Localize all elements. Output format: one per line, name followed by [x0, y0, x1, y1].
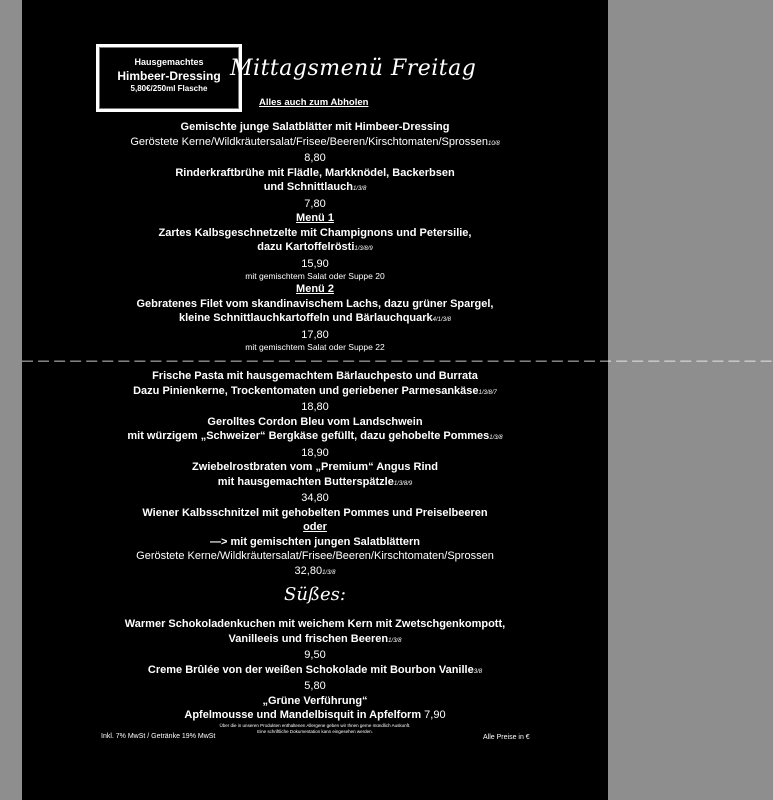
schnitzel-allergens: 1/3/8 — [322, 569, 336, 576]
salad-allergens: 10/8 — [487, 140, 500, 147]
salad-price: 8,80 — [304, 152, 326, 164]
cordon-price: 18,90 — [301, 446, 329, 459]
gruen-line-2: Apfelmousse und Mandelbisquit in Apfelform — [184, 709, 422, 721]
schnitzel-price: 32,80 — [294, 564, 323, 577]
creme-price: 5,80 — [304, 680, 326, 692]
salad-title: Gemischte junge Salatblätter mit Himbeer-Dressing — [180, 121, 450, 133]
pasta-line-2: Dazu Pinienkerne, Trockentomaten und geriebener Parmesankäse — [133, 384, 479, 397]
menu-title: Mittagsmenü Freitag — [230, 56, 477, 81]
menu1-price: 15,90 — [301, 257, 329, 270]
schnitzel-line-1: Wiener Kalbsschnitzel mit gehobelten Pommes und Preiselbeeren — [142, 506, 488, 519]
soup-line-2: und Schnittlauch — [263, 181, 353, 193]
schnitzel-line-2: —> mit gemischten jungen Salatblättern — [210, 535, 420, 548]
sweets-heading: Süßes: — [284, 584, 346, 605]
cake-price: 9,50 — [304, 649, 326, 661]
menu-items — [22, 120, 773, 735]
schnitzel-price-row — [22, 564, 608, 581]
schnitzel-or: oder — [303, 521, 327, 533]
gruen-price: 7,90 — [424, 709, 446, 721]
cake-line-2-row — [22, 632, 608, 649]
cordon-allergens: 1/3/8 — [489, 435, 503, 441]
allergen-note-1: Über die in unseren Produkten enthaltenen Allergene geben wir Ihnen gerne mündlich Auskunft. — [219, 722, 411, 728]
cordon-line-2-row — [22, 429, 608, 446]
zwiebel-line-1: Zwiebelrostbraten vom „Premium“ Angus Rind — [192, 461, 438, 473]
salad-desc-text: Geröstete Kerne/Wildkräutersalat/Frisee/Beeren/Kirschtomaten/Sprossen — [130, 135, 488, 148]
takeaway-note: Alles auch zum Abholen — [259, 97, 369, 108]
menu2-label: Menü 2 — [296, 283, 334, 295]
cake-line-1: Warmer Schokoladenkuchen mit weichem Kern mit Zwetschgenkompott, — [124, 618, 506, 630]
cake-line-2: Vanilleeis und frischen Beeren — [228, 632, 389, 645]
menu1-line-1: Zartes Kalbsgeschnetzelte mit Champignons und Petersilie, — [158, 226, 472, 239]
menu2-price: 17,80 — [301, 328, 329, 341]
menu-sheet — [22, 0, 773, 800]
zwiebel-allergens: 1/3/8/9 — [393, 480, 413, 487]
gruen-line-2-row — [22, 708, 608, 723]
dressing-promo-box — [96, 44, 242, 112]
zwiebel-line-2-row — [22, 475, 608, 492]
cordon-line-2: mit würzigem „Schweizer“ Bergkäse gefüllt, dazu gehobelte Pommes — [127, 430, 490, 442]
promo-line-2: Himbeer-Dressing — [117, 69, 221, 83]
menu1-allergens: 1/3/8/9 — [354, 246, 373, 252]
creme-title: Creme Brûlée von der weißen Schokolade mit Bourbon Vanille — [147, 663, 474, 676]
menu2-allergens: 4/1/3/8 — [432, 317, 452, 323]
menu2-line-1: Gebratenes Filet vom skandinavischem Lachs, dazu grüner Spargel, — [136, 297, 494, 310]
pasta-line-2-row — [22, 384, 608, 401]
menu2-line-2-row — [22, 311, 608, 328]
creme-allergens: 3/8 — [473, 668, 483, 675]
soup-price: 7,80 — [304, 197, 326, 210]
vat-note: Inkl. 7% MwSt / Getränke 19% MwSt — [101, 733, 216, 740]
zwiebel-price: 34,80 — [301, 492, 329, 504]
menu1-line-2: dazu Kartoffelrösti — [257, 241, 355, 253]
cake-allergens: 1/3/8 — [388, 637, 402, 644]
currency-note: Alle Preise in € — [483, 734, 530, 741]
schnitzel-description: Geröstete Kerne/Wildkräutersalat/Frisee/Beeren/Kirschtomaten/Sprossen — [136, 550, 494, 562]
menu2-side: mit gemischtem Salat oder Suppe 22 — [245, 342, 385, 352]
section-divider: — — — — — — — — — — — — — — — — — — — — — — — — — — — — — — — — — — — — — — — — — — — — — — — — [22, 355, 773, 367]
pasta-allergens: 1/3/8/7 — [478, 389, 497, 396]
soup-line-1: Rinderkraftbrühe mit Flädle, Markknödel, Backerbsen — [175, 166, 455, 179]
soup-line-2-row — [22, 180, 608, 197]
menu2-line-2: kleine Schnittlauchkartoffeln und Bärlauchquark — [178, 312, 433, 324]
pasta-price: 18,80 — [301, 401, 329, 413]
zwiebel-line-2: mit hausgemachten Butterspätzle — [217, 475, 394, 488]
menu1-line-2-row — [22, 240, 608, 257]
menu1-side: mit gemischtem Salat oder Suppe 20 — [245, 271, 385, 281]
promo-line-3: 5,80€/250ml Flasche — [130, 84, 208, 93]
creme-row — [22, 663, 608, 680]
promo-line-1: Hausgemachtes — [134, 57, 204, 67]
cordon-line-1: Gerolltes Cordon Bleu vom Landschwein — [207, 415, 423, 428]
menu1-label: Menü 1 — [296, 212, 334, 224]
soup-allergens: 1/3/8 — [352, 186, 367, 192]
pasta-line-1: Frische Pasta mit hausgemachtem Bärlauchpesto und Burrata — [152, 370, 478, 382]
allergen-note-2: Eine schriftliche Dokumentation kann eingesehen werden. — [257, 728, 373, 734]
gruen-line-1: „Grüne Verführung“ — [262, 694, 368, 707]
salad-description — [22, 135, 608, 152]
